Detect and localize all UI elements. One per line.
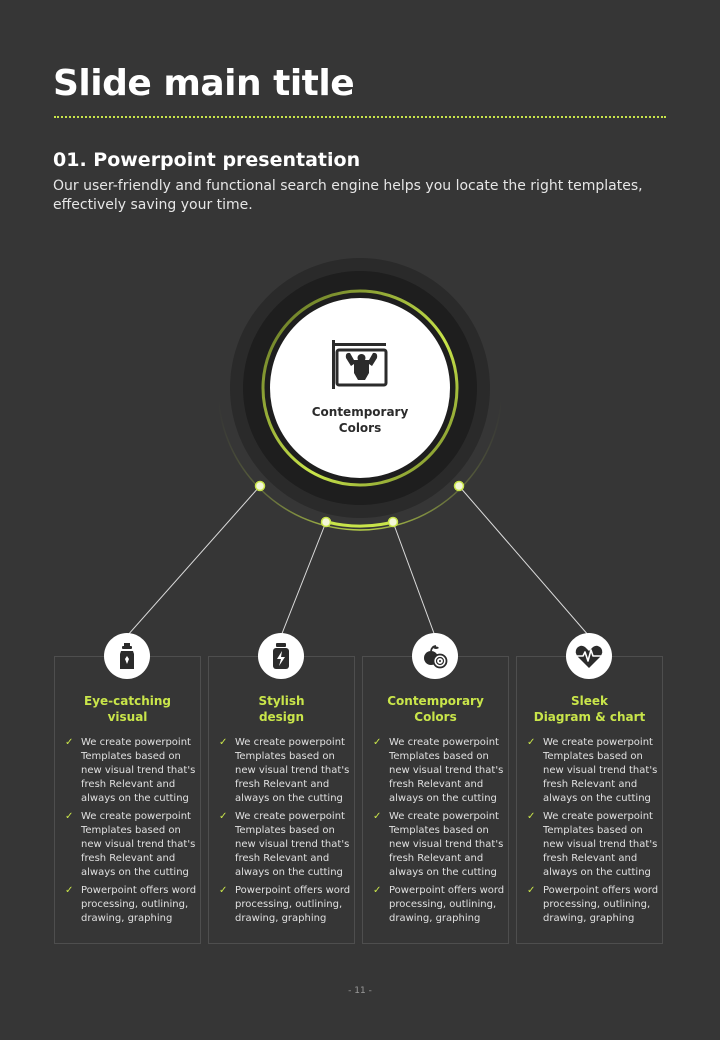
card-title-line2: visual (107, 710, 148, 724)
check-icon: ✓ (373, 737, 382, 748)
card-title-line2: Diagram & chart (533, 710, 646, 724)
card-title-line2: design (258, 710, 305, 724)
check-icon: ✓ (527, 885, 536, 896)
card-bullet-list (65, 736, 199, 930)
card-title-line1: Stylish (258, 694, 305, 708)
check-icon: ✓ (65, 811, 74, 822)
feature-card-stylish-design (208, 656, 355, 944)
card-title-line1: Contemporary (387, 694, 484, 708)
list-item: ✓ We create powerpoint Templates based on new visual trend that's fresh Relevant and always on the cutting (65, 737, 196, 804)
connector-node (322, 518, 331, 527)
check-icon: ✓ (219, 885, 228, 896)
card-title (209, 693, 354, 725)
feature-card-eye-catching (54, 656, 201, 944)
card-title (517, 693, 662, 725)
list-item: ✓ Powerpoint offers word processing, outlining, drawing, graphing (527, 885, 659, 924)
list-item: ✓ We create powerpoint Templates based on new visual trend that's fresh Relevant and always on the cutting (373, 811, 504, 878)
list-item: ✓ Powerpoint offers word processing, outlining, drawing, graphing (219, 885, 351, 924)
list-item: ✓ We create powerpoint Templates based on new visual trend that's fresh Relevant and always on the cutting (373, 737, 504, 804)
list-item: ✓ We create powerpoint Templates based on new visual trend that's fresh Relevant and always on the cutting (65, 811, 196, 878)
hub-label-line2: Colors (338, 421, 382, 435)
feature-card-sleek-diagram (516, 656, 663, 944)
card-title-line2: Colors (414, 710, 457, 724)
page-number: - 11 - (348, 986, 372, 996)
hub-core (270, 298, 450, 478)
hub-accent-arc (327, 522, 393, 526)
list-item: ✓ We create powerpoint Templates based on new visual trend that's fresh Relevant and always on the cutting (219, 811, 350, 878)
check-icon: ✓ (65, 737, 74, 748)
fruits-icon (412, 633, 458, 679)
list-item: ✓ We create powerpoint Templates based on new visual trend that's fresh Relevant and always on the cutting (527, 811, 658, 878)
check-icon: ✓ (373, 811, 382, 822)
water-bottle-icon (104, 633, 150, 679)
card-title (363, 693, 508, 725)
hub-label-line1: Contemporary (311, 405, 409, 419)
check-icon: ✓ (219, 737, 228, 748)
feature-card-contemporary-colors (362, 656, 509, 944)
list-item: ✓ We create powerpoint Templates based on new visual trend that's fresh Relevant and always on the cutting (527, 737, 658, 804)
heartbeat-icon (566, 633, 612, 679)
list-item: ✓ We create powerpoint Templates based on new visual trend that's fresh Relevant and always on the cutting (219, 737, 350, 804)
connector-line (281, 522, 326, 636)
hub-label (290, 404, 430, 436)
card-bullet-list (527, 736, 661, 930)
connector-node (455, 482, 464, 491)
section-description: Our user-friendly and functional search engine helps you locate the right templates, effectively saving your time. (53, 178, 643, 213)
check-icon: ✓ (527, 811, 536, 822)
card-title-line1: Eye-catching (84, 694, 171, 708)
card-bullet-list (373, 736, 507, 930)
check-icon: ✓ (65, 885, 74, 896)
connector-node (389, 518, 398, 527)
connector-line (459, 486, 589, 636)
check-icon: ✓ (373, 885, 382, 896)
energy-supplement-icon (258, 633, 304, 679)
card-title (55, 693, 200, 725)
connector-line (393, 522, 435, 636)
card-title-line1: Sleek (570, 694, 608, 708)
list-item: ✓ Powerpoint offers word processing, outlining, drawing, graphing (65, 885, 197, 924)
connector-node (256, 482, 265, 491)
slide-title: Slide main title (53, 63, 355, 104)
section-heading: 01. Powerpoint presentation (53, 149, 361, 171)
card-bullet-list (219, 736, 353, 930)
list-item: ✓ Powerpoint offers word processing, outlining, drawing, graphing (373, 885, 505, 924)
connector-line (127, 486, 260, 636)
check-icon: ✓ (527, 737, 536, 748)
check-icon: ✓ (219, 811, 228, 822)
